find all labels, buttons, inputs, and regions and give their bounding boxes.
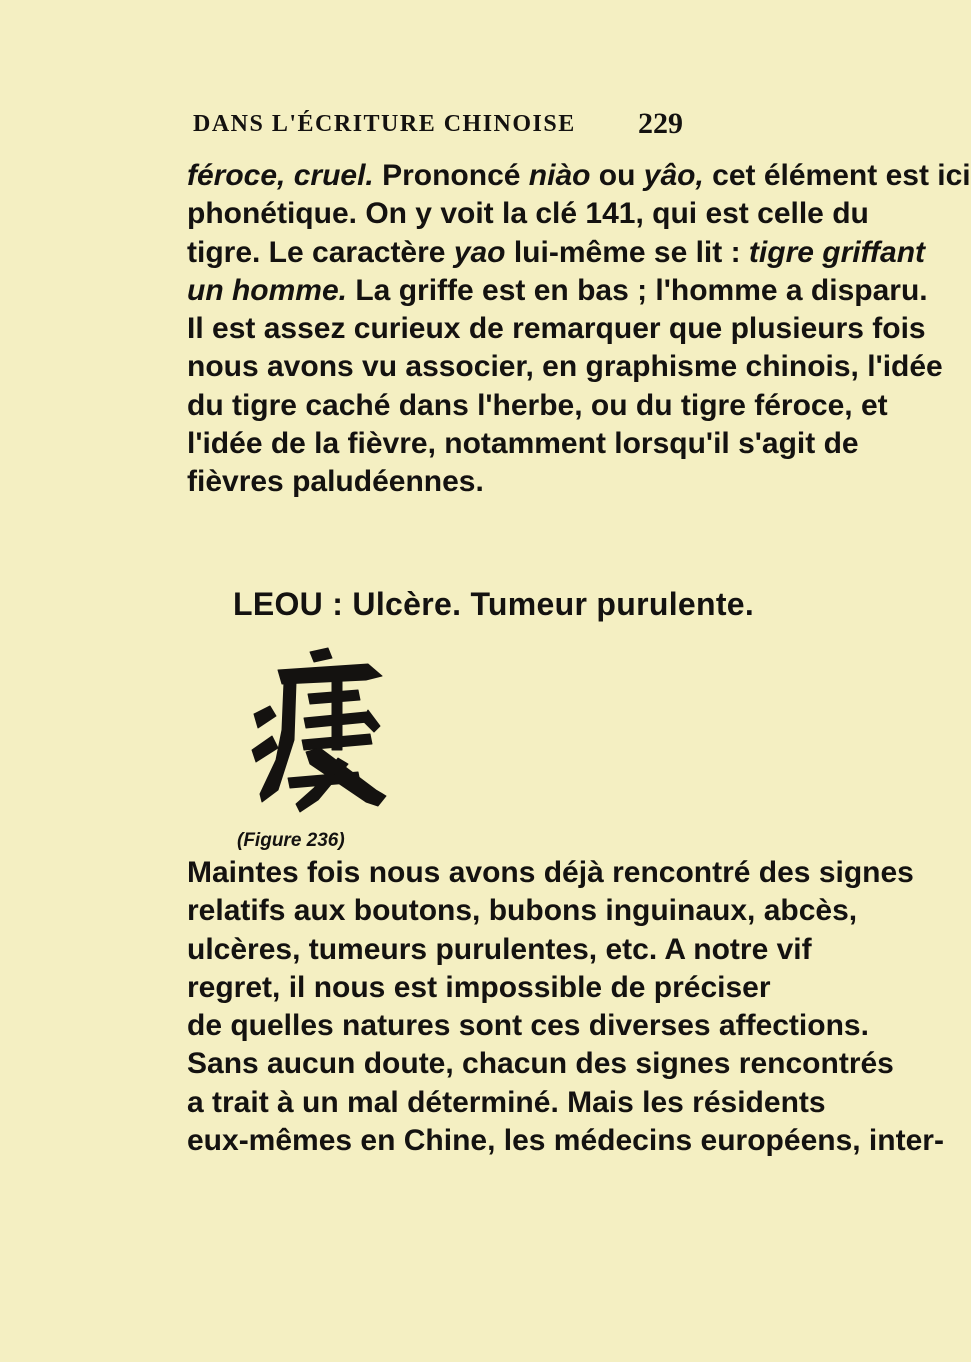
text-line <box>187 195 869 233</box>
text-line <box>187 387 888 425</box>
italic-text: yâo, <box>643 159 704 192</box>
text-run: du tigre caché dans l'herbe, ou du tigre féroce, et <box>187 388 888 422</box>
text-run: ou <box>590 159 644 192</box>
italic-text: yao <box>453 235 506 269</box>
text-run: fièvres paludéennes. <box>187 465 484 499</box>
entry-heading: LEOU : Ulcère. Tumeur purulente. <box>233 586 755 622</box>
caption-label: (Figure <box>237 830 302 851</box>
text-line: regret, il nous est impossible de préciser <box>187 970 771 1004</box>
text-run: nous avons vu associer, en graphisme chinois, l'idée <box>187 350 943 384</box>
chinese-character-leou-icon <box>248 640 388 815</box>
text-line: ulcères, tumeurs purulentes, etc. A notre vif <box>187 932 812 966</box>
text-run: lui-même se lit : <box>505 235 749 269</box>
page-number: 229 <box>638 107 683 140</box>
paragraph-1 <box>187 157 971 502</box>
text-line: relatifs aux boutons, bubons inguinaux, abcès, <box>187 894 858 928</box>
figure-236-character <box>248 640 388 815</box>
text-line <box>187 272 928 310</box>
italic-text: tigre griffant <box>748 235 926 269</box>
text-line <box>187 348 943 386</box>
text-line <box>187 425 859 463</box>
running-head: DANS L'ÉCRITURE CHINOISE <box>193 111 576 137</box>
text-run: cet élément est ici <box>703 159 971 192</box>
text-line <box>187 234 926 272</box>
text-line: de quelles natures sont ces diverses affections. <box>187 1009 869 1043</box>
text-line: Sans aucun doute, chacun des signes rencontrés <box>187 1047 894 1081</box>
text-run: tigre. Le caractère <box>187 235 454 269</box>
text-run: phonétique. On y voit la clé 141, qui est celle du <box>187 197 869 231</box>
page-header <box>193 107 683 147</box>
paragraph-2 <box>187 854 944 1160</box>
text-line <box>187 157 971 195</box>
caption-number: 236) <box>306 830 345 851</box>
text-line: Maintes fois nous avons déjà rencontré des signes <box>187 856 914 889</box>
text-run: Prononcé <box>373 159 529 192</box>
italic-text: féroce, cruel. <box>187 159 374 192</box>
text-run: La griffe est en bas ; l'homme a disparu. <box>347 273 928 307</box>
text-run: l'idée de la fièvre, notamment lorsqu'il s'agit de <box>187 427 859 461</box>
text-line: eux-mêmes en Chine, les médecins européens, inter- <box>187 1124 944 1158</box>
italic-text: niào <box>528 159 591 192</box>
text-run: Il est assez curieux de remarquer que plusieurs fois <box>187 312 926 346</box>
figure-caption <box>237 830 437 852</box>
text-line: a trait à un mal déterminé. Mais les résidents <box>187 1085 826 1119</box>
italic-text: un homme. <box>187 273 348 307</box>
text-line <box>187 310 926 348</box>
text-line <box>187 463 702 501</box>
